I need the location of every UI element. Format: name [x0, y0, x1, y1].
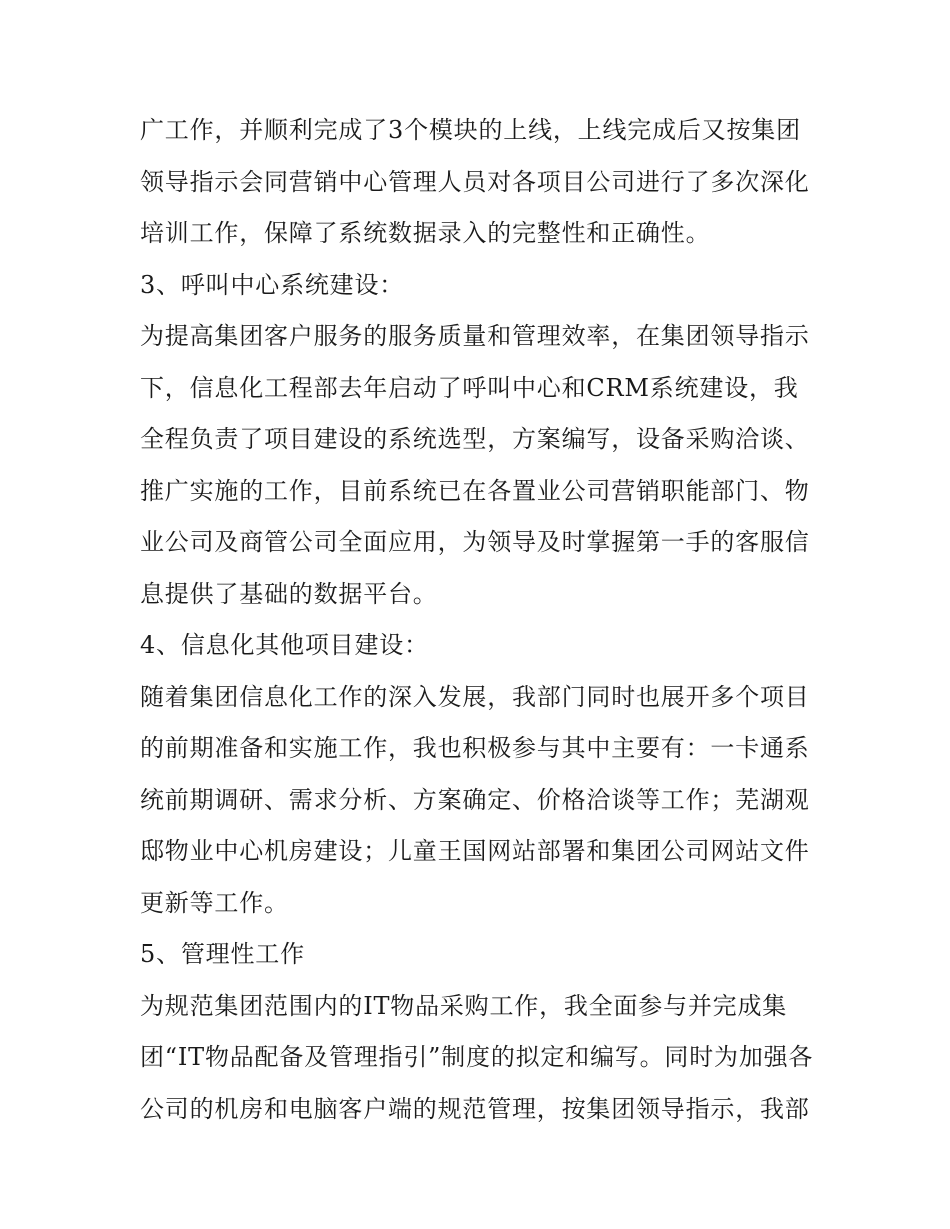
- text-line-20: 公司的机房和电脑客户端的规范管理，按集团领导指示，我部: [140, 1094, 810, 1123]
- text-line-15: 邸物业中心机房建设；儿童王国网站部署和集团公司网站文件: [140, 837, 810, 865]
- section-heading-3: 3、呼叫中心系统建设：: [140, 270, 405, 299]
- text-line-1: 广工作，并顺利完成了3个模块的上线，上线完成后又按集团: [140, 116, 801, 144]
- text-line-9: 业公司及商管公司全面应用，为领导及时掌握第一手的客服信: [140, 528, 810, 556]
- document-page: [140, 110, 812, 1140]
- text-line-18: 为规范集团范围内的IT物品采购工作，我全面参与并完成集: [140, 991, 788, 1020]
- text-line-7: 全程负责了项目建设的系统选型，方案编写，设备采购洽谈、: [140, 425, 810, 453]
- text-line-3: 培训工作，保障了系统数据录入的完整性和正确性。: [140, 219, 711, 247]
- text-line-2: 领导指示会同营销中心管理人员对各项目公司进行了多次深化: [140, 167, 810, 196]
- text-line-8: 推广实施的工作，目前系统已在各置业公司营销职能部门、物: [140, 476, 810, 505]
- section-heading-4: 4、信息化其他项目建设：: [140, 631, 429, 659]
- text-line-6: 下，信息化工程部去年启动了呼叫中心和CRM系统建设，我: [140, 373, 799, 402]
- text-line-13: 的前期准备和实施工作，我也积极参与其中主要有：一卡通系: [140, 734, 810, 762]
- section-heading-5: 5、管理性工作: [140, 940, 305, 968]
- text-line-12: 随着集团信息化工作的深入发展，我部门同时也展开多个项目: [140, 682, 810, 711]
- text-line-14: 统前期调研、需求分析、方案确定、价格洽谈等工作；芜湖观: [140, 785, 810, 814]
- text-line-16: 更新等工作。: [140, 888, 289, 917]
- text-line-10: 息提供了基础的数据平台。: [140, 579, 438, 608]
- text-line-19: 团“IT物品配备及管理指引”制度的拟定和编写。同时为加强各: [140, 1043, 814, 1071]
- text-line-5: 为提高集团客户服务的服务质量和管理效率，在集团领导指示: [140, 322, 810, 350]
